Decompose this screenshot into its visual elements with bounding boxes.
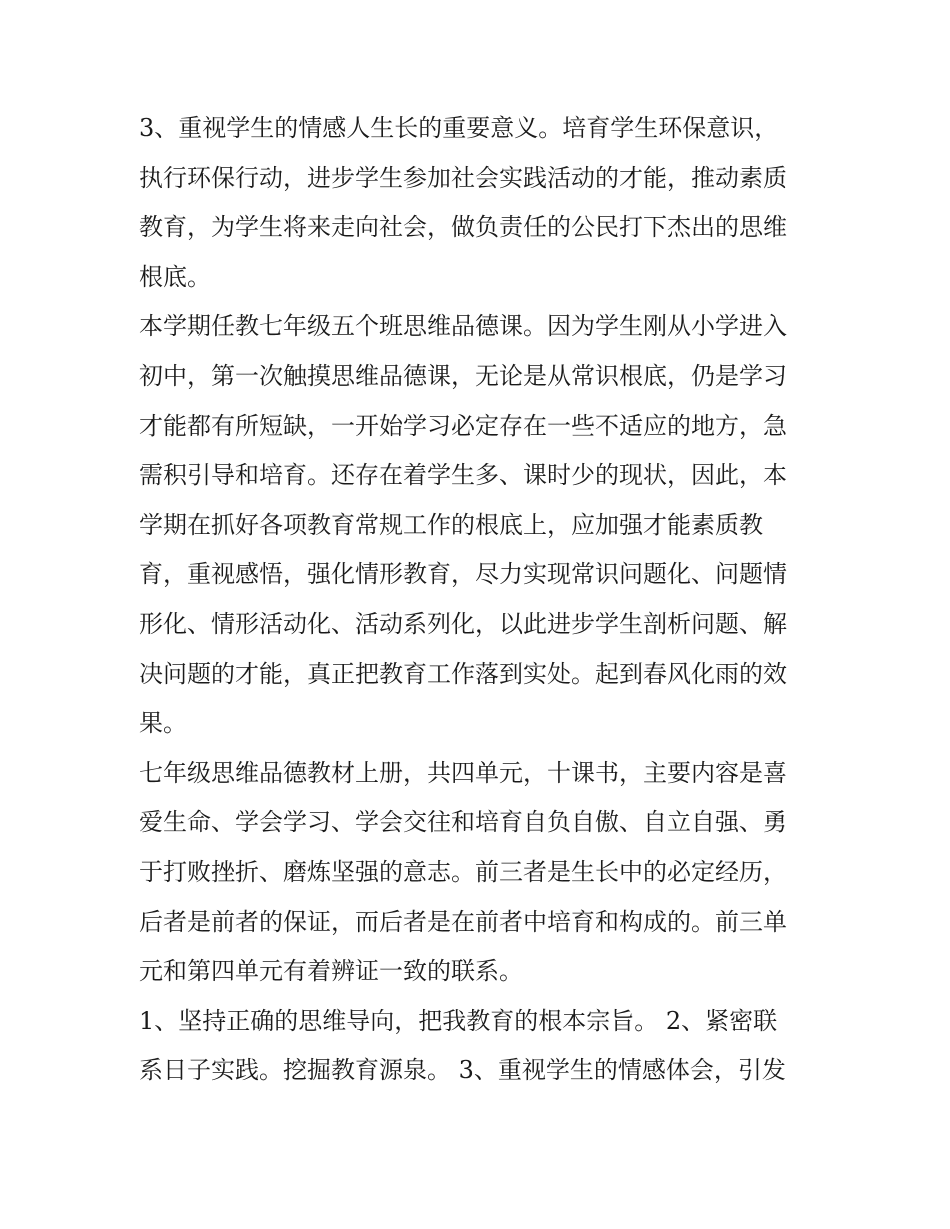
text-line: 爱生命、学会学习、学会交往和培育自负自傲、自立自强、勇 [139,808,787,837]
text-line: 才能都有所短缺，一开始学习必定存在一些不适应的地方，急 [139,411,787,440]
text-line: 形化、情形活动化、活动系列化，以此进步学生剖析问题、解 [139,609,787,638]
text-line: 系日子实践。挖掘教育源泉。 3、重视学生的情感体会，引发 [139,1056,786,1085]
text-line: 1、坚持正确的思维导向，把我教育的根本宗旨。 2、紧密联 [139,1006,778,1035]
document-body [139,104,819,1096]
text-line: 果。 [139,709,187,738]
text-line: 元和第四单元有着辨证一致的联系。 [139,957,523,986]
text-line: 决问题的才能，真正把教育工作落到实处。起到春风化雨的效 [139,659,787,688]
text-line: 育，重视感悟，强化情形教育，尽力实现常识问题化、问题情 [139,560,787,589]
text-line: 于打败挫折、磨炼坚强的意志。前三者是生长中的必定经历， [139,857,787,886]
text-line: 执行环保行动，进步学生参加社会实践活动的才能，推动素质 [139,163,787,192]
text-line: 后者是前者的保证，而后者是在前者中培育和构成的。前三单 [139,907,787,936]
text-line: 教育，为学生将来走向社会，做负责任的公民打下杰出的思维 [139,213,787,242]
text-line: 3、重视学生的情感人生长的重要意义。培育学生环保意识， [139,114,779,142]
text-line: 七年级思维品德教材上册，共四单元，十课书，主要内容是喜 [139,758,787,787]
text-line: 初中，第一次触摸思维品德课，无论是从常识根底，仍是学习 [139,361,787,390]
text-line: 本学期任教七年级五个班思维品德课。因为学生刚从小学进入 [139,312,787,341]
text-line: 根底。 [139,262,211,291]
text-line: 需积引导和培育。还存在着学生多、课时少的现状，因此，本 [139,461,787,490]
text-line: 学期在抓好各项教育常规工作的根底上，应加强才能素质教 [139,510,763,539]
